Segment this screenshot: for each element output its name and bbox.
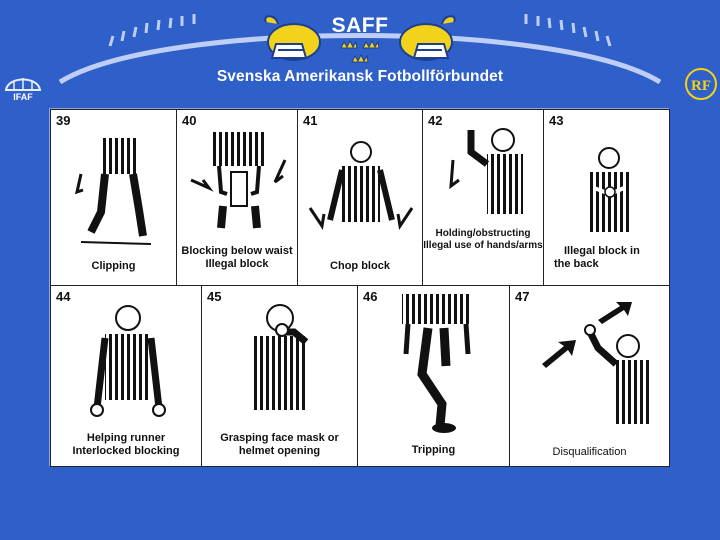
svg-text:IFAF: IFAF [13,92,33,102]
signal-panel-42 [422,109,544,286]
signal-number: 44 [56,289,71,304]
rf-logo [683,66,719,102]
holding-figure-icon [431,124,541,224]
signal-number: 39 [56,113,71,128]
signal-panel-39 [50,109,177,286]
signal-panel-46 [357,285,510,467]
signal-panel-45 [201,285,358,467]
svg-text:RF: RF [691,78,711,94]
signal-caption: Tripping [411,444,456,456]
tripping-figure-icon [382,294,492,434]
signal-caption: Holding/obstructing Illegal use of hands/arms [423,228,543,251]
viking-helmet-right-icon [388,14,462,64]
referee-signals-chart [49,108,669,466]
signal-caption: Chop block [330,260,390,272]
three-crowns-icon [338,38,382,64]
chop-block-figure-icon [306,138,416,248]
signal-number: 47 [515,289,530,304]
signal-number: 40 [182,113,197,128]
federation-name: Svenska Amerikansk Fotbollförbundet [216,68,504,85]
ifaf-logo [2,72,44,102]
signal-number: 43 [549,113,564,128]
signal-caption: Clipping [91,260,136,272]
signal-panel-44 [50,285,202,467]
signal-number: 45 [207,289,222,304]
saff-wordmark: SAFF [331,14,389,37]
clipping-figure-icon [61,132,171,252]
signal-panel-43 [543,109,670,286]
illegal-block-back-figure-icon [554,144,664,244]
signal-caption: Illegal block in the back [554,245,640,270]
signal-caption: Blocking below waist Illegal block [181,245,293,270]
signal-panel-40 [176,109,298,286]
helping-runner-figure-icon [73,298,183,418]
blocking-below-waist-figure-icon [183,132,293,232]
signal-number: 42 [428,113,443,128]
signal-panel-41 [297,109,423,286]
signal-caption: Disqualification [552,446,627,458]
signal-number: 41 [303,113,318,128]
signal-caption: Grasping face mask or helmet opening [220,432,339,457]
face-mask-figure-icon [224,296,334,416]
disqualification-figure-icon [532,294,662,434]
signal-number: 46 [363,289,378,304]
signal-panel-47 [509,285,670,467]
signal-caption: Helping runner Interlocked blocking [72,432,180,457]
slide-header [0,0,720,105]
